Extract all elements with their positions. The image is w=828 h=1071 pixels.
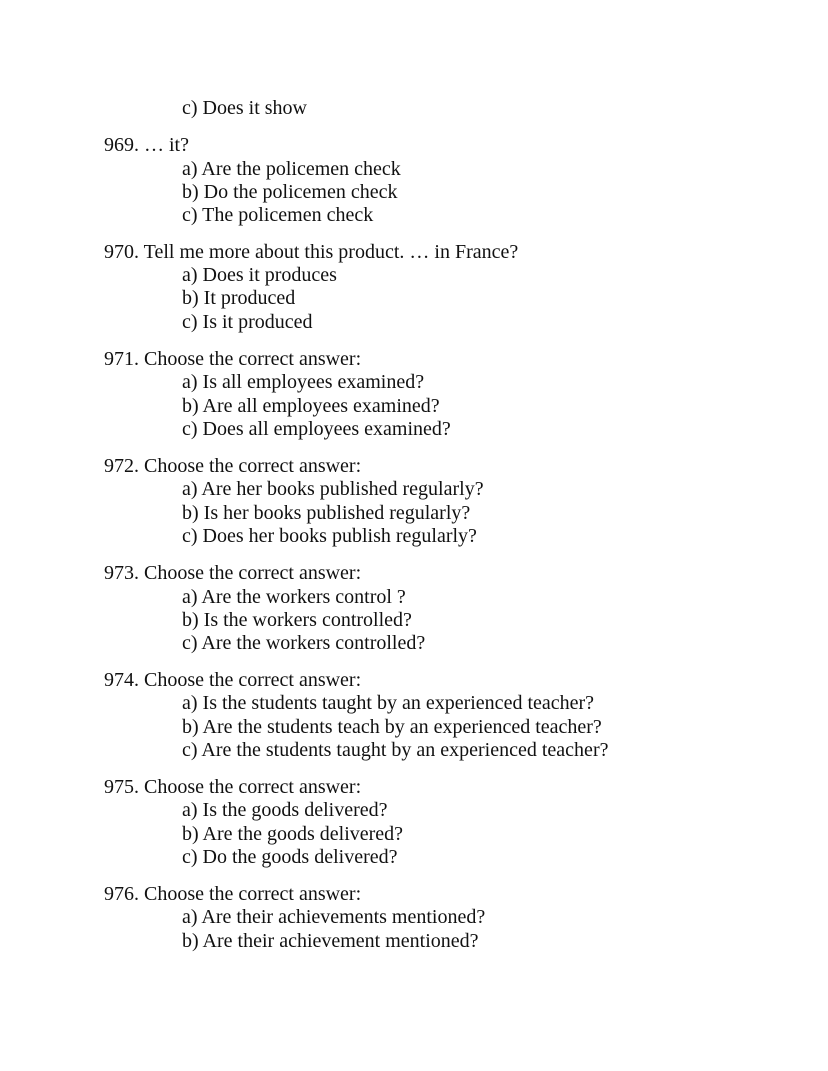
question-972-prompt: 972. Choose the correct answer: (104, 455, 362, 477)
question-969-prompt: 969. … it? (104, 134, 189, 156)
question-970-prompt: 970. Tell me more about this product. … in France? (104, 241, 519, 263)
question-974-option-c: c) Are the students taught by an experienced teacher? (182, 739, 609, 761)
question-973-option-c: c) Are the workers controlled? (182, 632, 426, 654)
question-971-option-a: a) Is all employees examined? (182, 371, 425, 393)
question-975-option-c: c) Do the goods delivered? (182, 846, 398, 868)
question-974-option-a: a) Is the students taught by an experienced teacher? (182, 692, 595, 714)
question-971-option-b: b) Are all employees examined? (182, 395, 440, 417)
carryover-option-c: c) Does it show (182, 97, 307, 119)
question-970-option-b: b) It produced (182, 287, 296, 309)
question-976-option-b: b) Are their achievement mentioned? (182, 930, 479, 952)
question-976-option-a: a) Are their achievements mentioned? (182, 906, 486, 928)
question-973-prompt: 973. Choose the correct answer: (104, 562, 362, 584)
question-975-prompt: 975. Choose the correct answer: (104, 776, 362, 798)
question-970-option-a: a) Does it produces (182, 264, 337, 286)
question-972-option-a: a) Are her books published regularly? (182, 478, 484, 500)
question-975-option-b: b) Are the goods delivered? (182, 823, 404, 845)
question-973-option-a: a) Are the workers control ? (182, 586, 406, 608)
question-971-prompt: 971. Choose the correct answer: (104, 348, 362, 370)
question-969-option-a: a) Are the policemen check (182, 158, 401, 180)
question-969-option-b: b) Do the policemen check (182, 181, 398, 203)
question-972-option-c: c) Does her books publish regularly? (182, 525, 477, 547)
question-970-option-c: c) Is it produced (182, 311, 313, 333)
question-971-option-c: c) Does all employees examined? (182, 418, 451, 440)
question-974-option-b: b) Are the students teach by an experienced teacher? (182, 716, 602, 738)
question-974-prompt: 974. Choose the correct answer: (104, 669, 362, 691)
question-976-prompt: 976. Choose the correct answer: (104, 883, 362, 905)
question-969-option-c: c) The policemen check (182, 204, 374, 226)
question-973-option-b: b) Is the workers controlled? (182, 609, 412, 631)
question-975-option-a: a) Is the goods delivered? (182, 799, 388, 821)
question-972-option-b: b) Is her books published regularly? (182, 502, 471, 524)
